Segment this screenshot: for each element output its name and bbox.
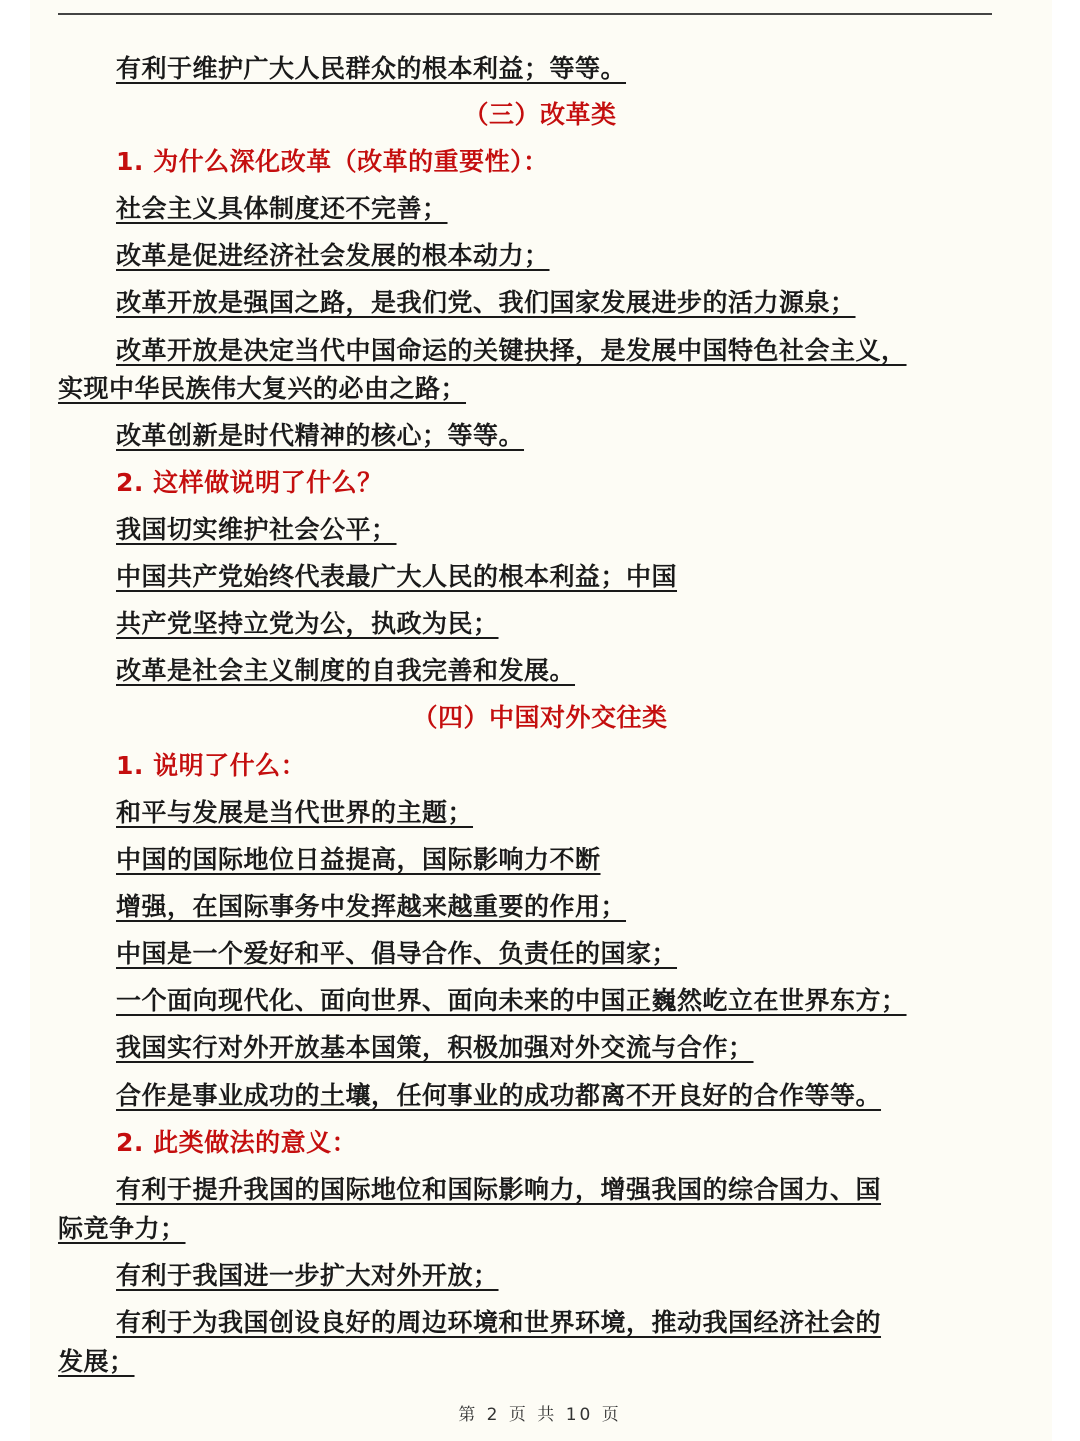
body-line: 共产党坚持立党为公，执政为民； xyxy=(116,609,499,638)
top-rule xyxy=(58,13,992,15)
body-line: 增强，在国际事务中发挥越来越重要的作用； xyxy=(116,892,627,921)
body-line: 改革是促进经济社会发展的根本动力； xyxy=(116,241,550,270)
subheading-why-reform: 1. 为什么深化改革（改革的重要性）： xyxy=(116,147,549,176)
subheading-what-it-shows: 1. 说明了什么： xyxy=(116,751,307,780)
body-line: 有利于为我国创设良好的周边环境和世界环境，推动我国经济社会的 xyxy=(116,1308,882,1337)
body-line: 有利于维护广大人民群众的根本利益；等等。 xyxy=(116,54,627,83)
body-line: 我国实行对外开放基本国策，积极加强对外交流与合作； xyxy=(116,1033,754,1062)
body-line: 改革开放是决定当代中国命运的关键抉择，是发展中国特色社会主义， xyxy=(116,336,907,365)
section-heading-foreign-relations: （四）中国对外交往类 xyxy=(412,703,668,732)
body-line: 改革开放是强国之路，是我们党、我们国家发展进步的活力源泉； xyxy=(116,288,856,317)
page-number-footer: 第 2 页 共 10 页 xyxy=(458,1405,622,1425)
body-line: 合作是事业成功的土壤，任何事业的成功都离不开良好的合作等等。 xyxy=(116,1081,882,1110)
body-line-continued: 际竞争力； xyxy=(58,1214,186,1243)
body-line: 我国切实维护社会公平； xyxy=(116,515,397,544)
body-line: 中国共产党始终代表最广大人民的根本利益；中国 xyxy=(116,562,678,591)
body-line: 有利于提升我国的国际地位和国际影响力，增强我国的综合国力、国 xyxy=(116,1175,882,1204)
body-line: 中国是一个爱好和平、倡导合作、负责任的国家； xyxy=(116,939,678,968)
body-line: 一个面向现代化、面向世界、面向未来的中国正巍然屹立在世界东方； xyxy=(116,986,907,1015)
body-line-continued: 发展； xyxy=(58,1347,135,1376)
section-heading-reform: （三）改革类 xyxy=(463,100,617,129)
subheading-what-it-shows: 2. 这样做说明了什么？ xyxy=(116,468,383,497)
body-line: 改革是社会主义制度的自我完善和发展。 xyxy=(116,656,576,685)
body-line-continued: 实现中华民族伟大复兴的必由之路； xyxy=(58,374,467,403)
subheading-significance: 2. 此类做法的意义： xyxy=(116,1128,358,1157)
body-line: 社会主义具体制度还不完善； xyxy=(116,194,448,223)
body-line: 中国的国际地位日益提高，国际影响力不断 xyxy=(116,845,601,874)
body-line: 和平与发展是当代世界的主题； xyxy=(116,798,474,827)
body-line: 有利于我国进一步扩大对外开放； xyxy=(116,1261,499,1290)
body-line: 改革创新是时代精神的核心；等等。 xyxy=(116,421,525,450)
